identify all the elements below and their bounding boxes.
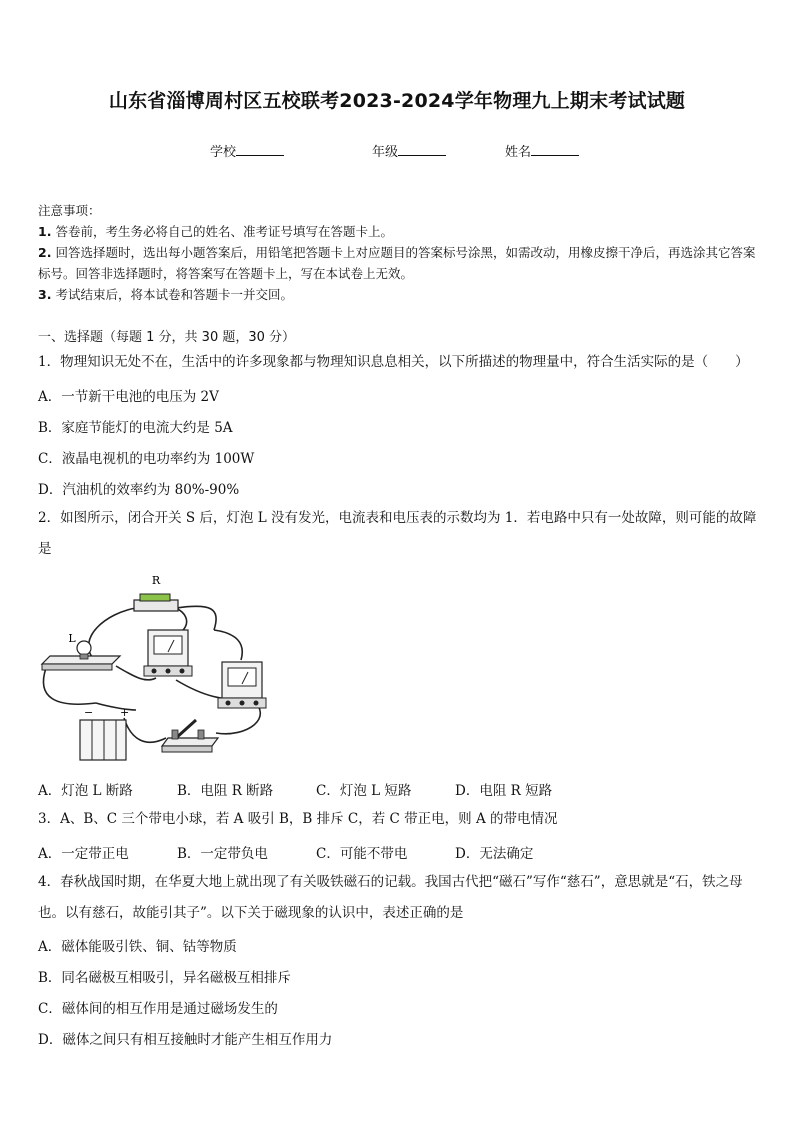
battery-minus-label: − — [84, 706, 94, 719]
notice-item-number: 3. — [38, 287, 52, 302]
question-3-options — [38, 842, 594, 862]
grade-label: 年级 — [372, 145, 399, 160]
question-3-option-a: A．一定带正电 — [38, 846, 129, 862]
voltmeter — [218, 662, 266, 708]
question-3-option-c: C．可能不带电 — [316, 846, 408, 862]
question-2-option-b: B．电阻 R 断路 — [177, 783, 274, 799]
battery-plus-label: + — [120, 706, 130, 719]
lamp — [42, 632, 120, 670]
question-2-option-d: D．电阻 R 短路 — [455, 783, 553, 799]
question-2-stem: 2．如图所示，闭合开关 S 后，灯泡 L 没有发光，电流表和电压表的示数均为 1．若电路中只有一处故障，则可能的故障是 — [38, 510, 757, 557]
question-2-options — [38, 779, 594, 799]
question-4-option-c: C．磁体间的相互作用是通过磁场发生的 — [38, 1001, 278, 1017]
notice-heading: 注意事项： — [38, 203, 101, 218]
exam-title: 山东省淄博周村区五校联考2023-2024学年物理九上期末考试试题 — [108, 90, 686, 112]
section-heading: 一、选择题（每题 1 分，共 30 题，30 分） — [38, 330, 296, 345]
lamp-label: L — [68, 632, 76, 645]
school-field — [210, 141, 284, 160]
question-1-stem: 1．物理知识无处不在，生活中的许多现象都与物理知识息息相关，以下所描述的物理量中，符合生活实际的是（ ） — [38, 354, 749, 370]
notice-item-text: 答卷前，考生务必将自己的姓名、准考证号填写在答题卡上。 — [55, 224, 393, 239]
name-field — [505, 141, 579, 160]
notice-item-number: 2. — [38, 245, 52, 260]
question-1-option-a: A．一节新干电池的电压为 2V — [38, 389, 219, 405]
question-3-option-d: D．无法确定 — [455, 846, 534, 862]
question-4-option-a: A．磁体能吸引铁、铜、钴等物质 — [38, 939, 237, 955]
name-label: 姓名 — [505, 145, 532, 160]
school-blank — [236, 143, 284, 156]
question-4-option-b: B．同名磁极互相吸引，异名磁极互相排斥 — [38, 970, 291, 986]
question-3-option-b: B．一定带负电 — [177, 846, 268, 862]
notice-item-1 — [38, 221, 760, 242]
grade-field — [372, 141, 446, 160]
question-2-option-c: C．灯泡 L 短路 — [316, 783, 412, 799]
notice-item-number: 1. — [38, 224, 52, 239]
battery — [80, 706, 129, 760]
school-label: 学校 — [210, 145, 237, 160]
notice-item-text: 回答选择题时，选出每小题答案后，用铅笔把答题卡上对应题目的答案标号涂黑，如需改动，用橡皮擦干净后，再选涂其它答案标号。回答非选择题时，将答案写在答题卡上，写在本试卷上无效。 — [38, 245, 756, 281]
ammeter — [144, 630, 192, 676]
resistor — [134, 574, 178, 611]
question-3-stem: 3．A、B、C 三个带电小球，若 A 吸引 B，B 排斥 C，若 C 带正电，则 A 的带电情况 — [38, 811, 558, 827]
grade-blank — [398, 143, 446, 156]
circuit-diagram — [36, 568, 276, 764]
notice-item-text: 考试结束后，将本试卷和答题卡一并交回。 — [55, 287, 293, 302]
switch — [162, 720, 218, 752]
notice-item-3 — [38, 284, 760, 305]
question-2-option-a: A．灯泡 L 断路 — [38, 783, 133, 799]
question-4-stem: 4．春秋战国时期，在华夏大地上就出现了有关吸铁磁石的记载。我国古代把“磁石”写作“慈石”，意思就是“石，铁之母也。以有慈石，故能引其子”。以下关于磁现象的认识中，表述正确的是 — [38, 874, 743, 921]
question-1-option-d: D．汽油机的效率约为 80%-90% — [38, 482, 240, 498]
name-blank — [531, 143, 579, 156]
notice-item-2 — [38, 242, 760, 284]
question-1-option-b: B．家庭节能灯的电流大约是 5A — [38, 420, 233, 436]
question-4-option-d: D．磁体之间只有相互接触时才能产生相互作用力 — [38, 1032, 333, 1048]
question-1-option-c: C．液晶电视机的电功率约为 100W — [38, 451, 255, 467]
resistor-label: R — [151, 574, 161, 587]
